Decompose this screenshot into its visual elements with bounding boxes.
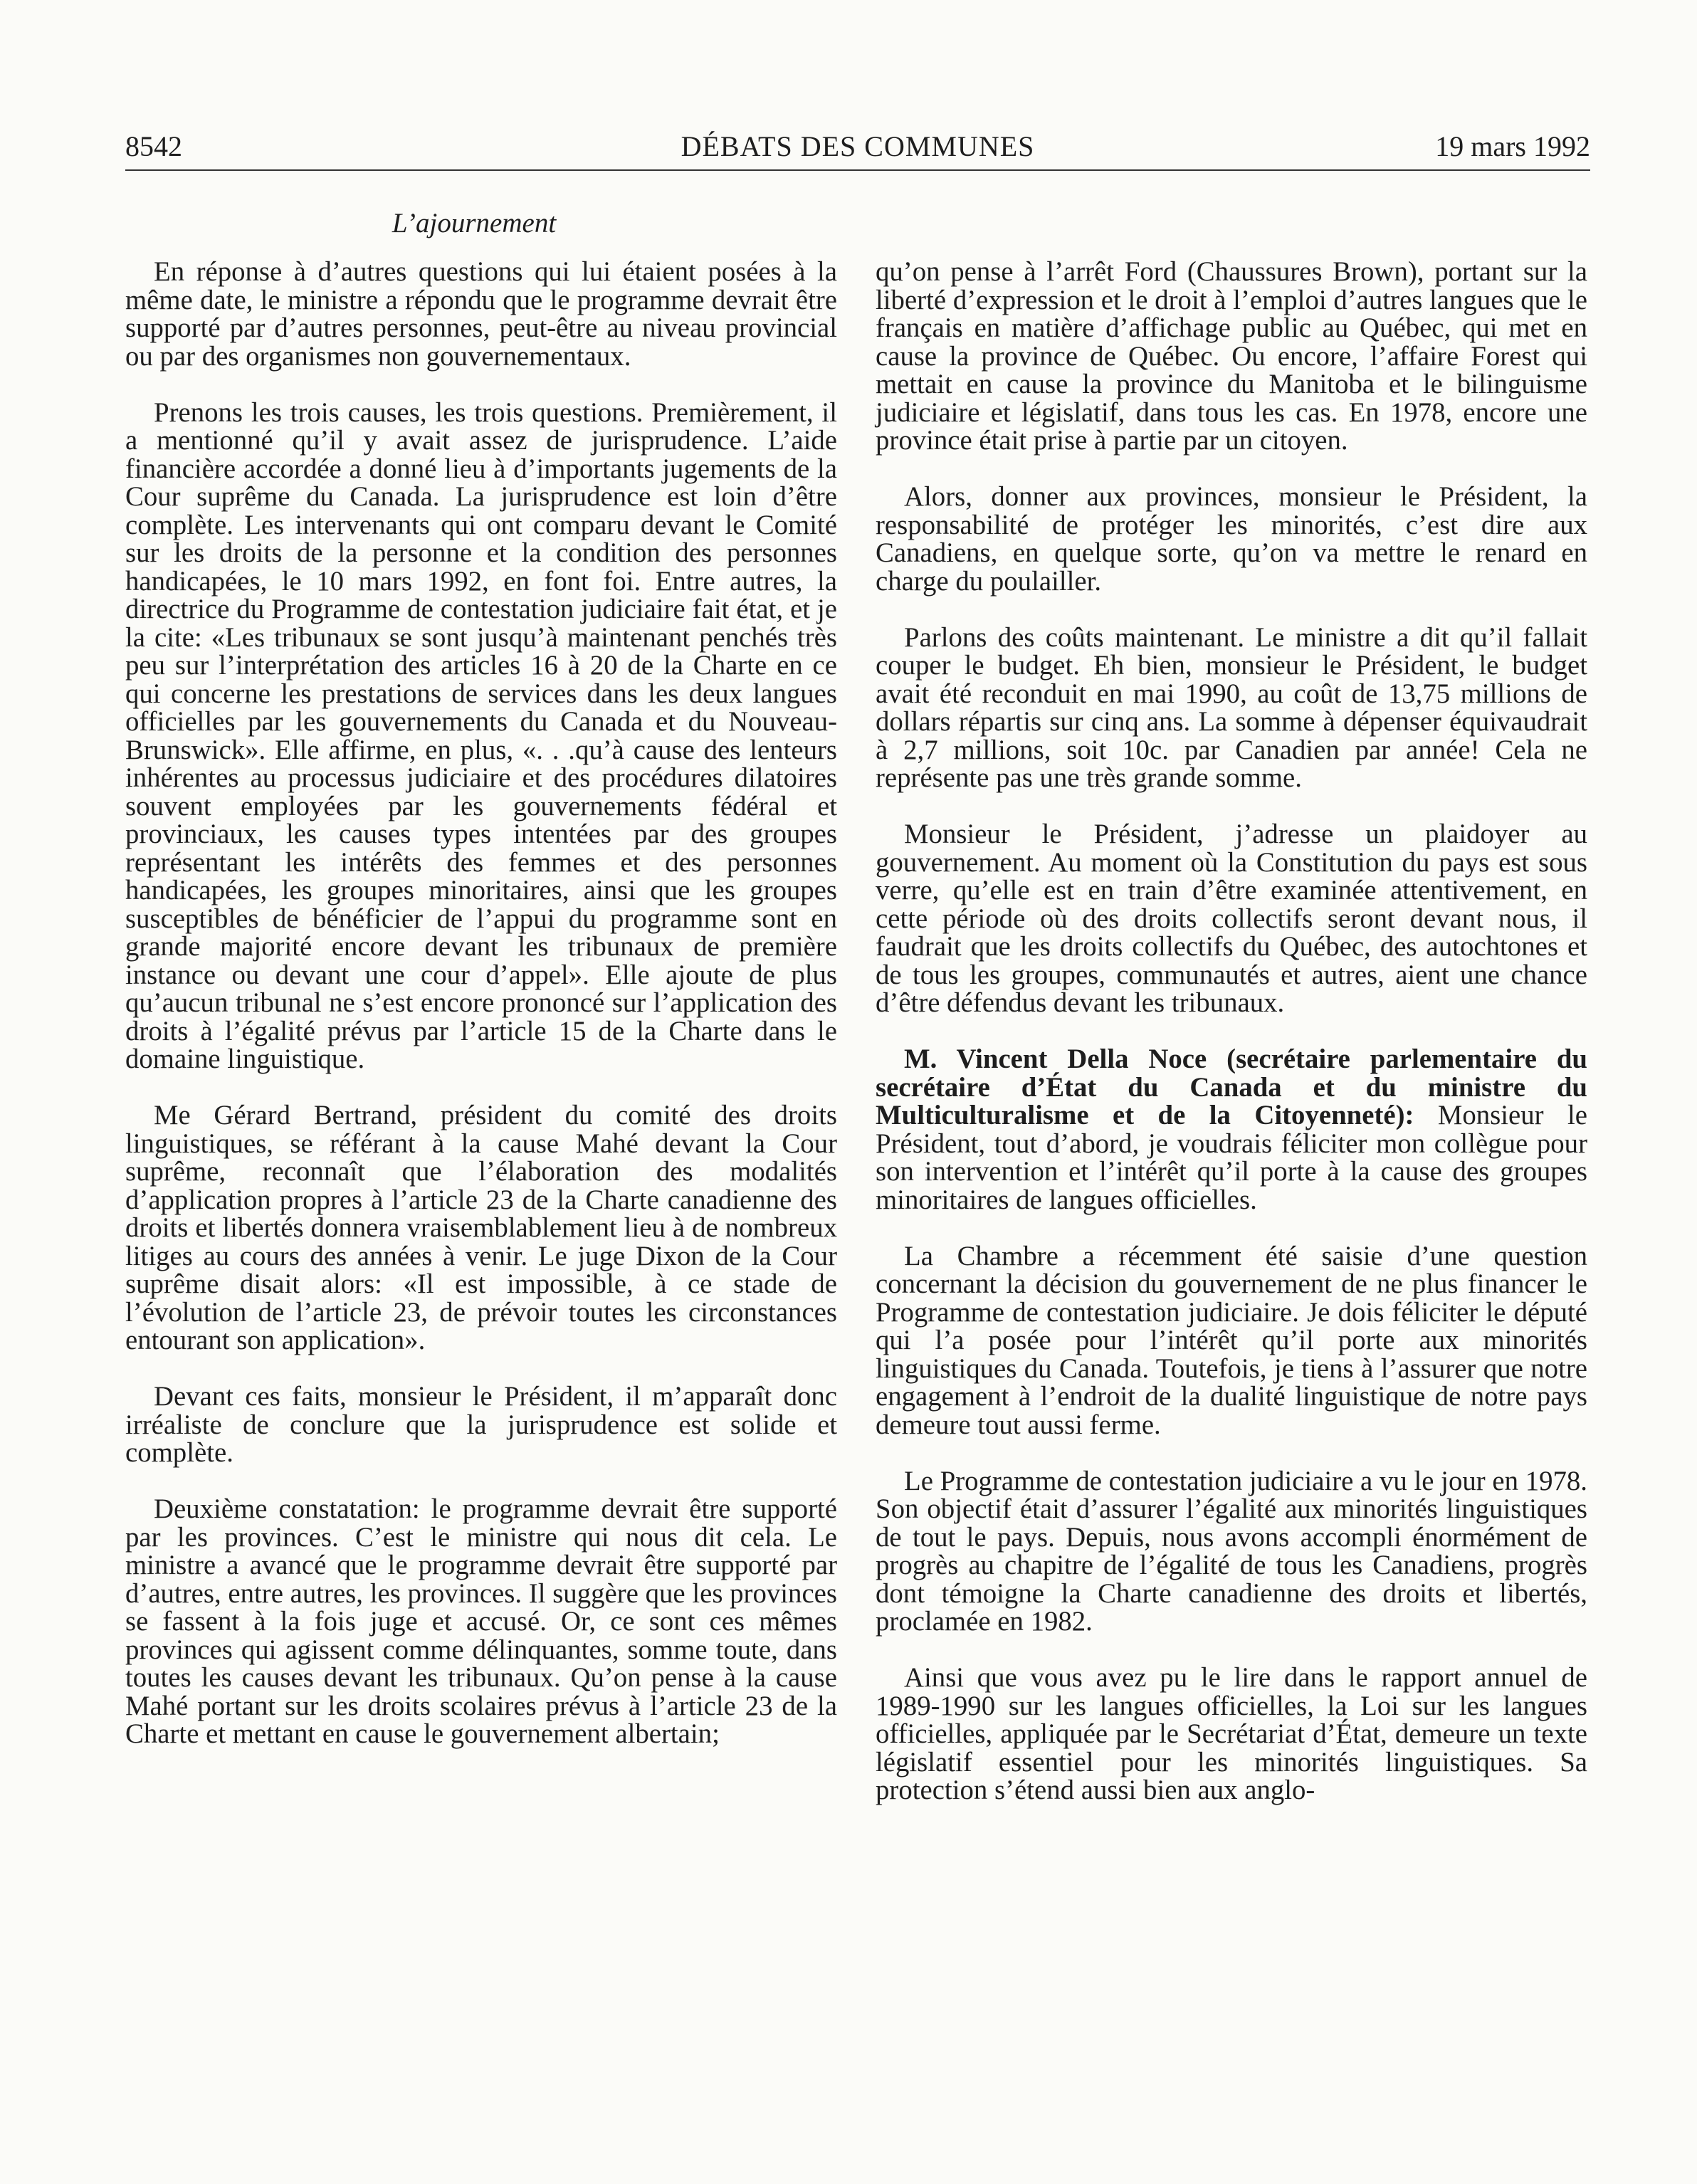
paragraph: Monsieur le Président, j’adresse un plaidoyer au gouvernement. Au moment où la Constitution du pays est sous verre, qu’elle est en train d’être examinée attentivement, en cette période où des droits collectifs seront devant nous, il faudrait que les droits collectifs du Québec, des autochtones et de tous les groupes, communautés et autres, aient une chance d’être défendus devant les tribunaux. xyxy=(876,819,1587,1018)
paragraph: La Chambre a récemment été saisie d’une question concernant la décision du gouvernement de ne plus financer le Programme de contestation judiciaire. Je dois féliciter le député qui l’a posée pour l’intérêt qu’il porte aux minorités linguistiques du Canada. Toutefois, je tiens à l’assurer que notre engagement à l’endroit de la dualité linguistique de notre pays demeure tout aussi ferme. xyxy=(876,1240,1587,1440)
paragraph: Me Gérard Bertrand, président du comité des droits linguistiques, se référant à la cause Mahé devant la Cour suprême, reconnaît que l’élaboration des modalités d’application propres à l’article 23 de la Charte canadienne des droits et libertés donnera vraisemblablement lieu à de nombreux litiges au cours des années à venir. Le juge Dixon de la Cour suprême disait alors: «Il est impossible, à ce stade de l’évolution de l’article 23, de prévoir toutes les circonstances entourant son application». xyxy=(125,1100,837,1355)
paragraph: Devant ces faits, monsieur le Président, il m’apparaît donc irréaliste de conclure que la jurisprudence est solide et complète. xyxy=(125,1381,837,1468)
page-header xyxy=(125,127,1590,171)
paragraph: Prenons les trois causes, les trois questions. Premièrement, il a mentionné qu’il y avait assez de jurisprudence. L’aide financière accordée a donné lieu à d’importants jugements de la Cour suprême du Canada. La jurisprudence est loin d’être complète. Les intervenants qui ont comparu devant le Comité sur les droits de la personne et la condition des personnes handicapées, le 10 mars 1992, en font foi. Entre autres, la directrice du Programme de contestation judiciaire fait état, et je la cite: «Les tribunaux se sont jusqu’à maintenant penchés très peu sur l’interprétation des articles 16 à 20 de la Charte en ce qui concerne les prestations de services dans les deux langues officielles par les gouvernements du Canada et du Nouveau-Brunswick». Elle affirme, en plus, «. . .qu’à cause des lenteurs inhérentes au processus judiciaire et des procédures dilatoires souvent employées par les gouvernements fédéral et provinciaux, les causes types intentées par des groupes représentant les intérêts des femmes et des personnes handicapées, les groupes minoritaires, ainsi que les groupes susceptibles de bénéficier de l’appui du programme sont en grande majorité encore devant les tribunaux de première instance ou devant une cour d’appel». Elle ajoute de plus qu’aucun tribunal ne s’est encore prononcé sur l’application des droits à l’égalité prévus par l’article 15 de la Charte dans le domaine linguistique. xyxy=(125,397,837,1074)
paragraph: Ainsi que vous avez pu le lire dans le rapport annuel de 1989-1990 sur les langues officielles, la Loi sur les langues officielles, appliquée par le Secrétariat d’État, demeure un texte législatif essentiel pour les minorités linguistiques. Sa protection s’étend aussi bien aux anglo- xyxy=(876,1662,1587,1805)
paragraph: Alors, donner aux provinces, monsieur le Président, la responsabilité de protéger les minorités, c’est dire aux Canadiens, en quelque sorte, qu’on va mettre le renard en charge du poulailler. xyxy=(876,481,1587,597)
page-number: 8542 xyxy=(125,130,182,162)
paragraph: En réponse à d’autres questions qui lui étaient posées à la même date, le ministre a répondu que le programme devrait être supporté par d’autres personnes, peut-être au niveau provincial ou par des organismes non gouvernementaux. xyxy=(125,256,837,372)
speaker-name: M. Vincent Della Noce (secrétaire parlementaire du secrétaire d’État du Canada et du ministre du Multiculturalisme et de la Citoyenneté): xyxy=(876,1044,1587,1130)
speaker-paragraph xyxy=(876,1045,1587,1214)
speaker-text: Monsieur le Président, tout d’abord, je voudrais féliciter mon collègue pour son intervention et l’intérêt qu’il porte à la cause des groupes minoritaires de langues officielles. xyxy=(876,1100,1587,1215)
paragraph: Le Programme de contestation judiciaire a vu le jour en 1978. Son objectif était d’assurer l’égalité aux minorités linguistiques de tout le pays. Depuis, nous avons accompli énormément de progrès au chapitre de l’égalité de tous les Canadiens, progrès dont témoigne la Charte canadienne des droits et libertés, proclamée en 1982. xyxy=(876,1465,1587,1637)
right-column xyxy=(876,258,1587,1832)
section-title: L’ajournement xyxy=(392,208,557,238)
publication-title: DÉBATS DES COMMUNES xyxy=(681,130,1035,162)
left-column xyxy=(125,258,837,1776)
publication-date: 19 mars 1992 xyxy=(1435,130,1590,162)
paragraph-continuation: qu’on pense à l’arrêt Ford (Chaussures Brown), portant sur la liberté d’expression et le droit à l’emploi d’autres langues que le français en matière d’affichage public au Québec, qui met en cause la province de Québec. Ou encore, l’affaire Forest qui mettait en cause la province du Manitoba et le bilinguisme judiciaire et législatif, dans tous les cas. En 1978, encore une province était prise à partie par un citoyen. xyxy=(876,256,1587,456)
paragraph: Deuxième constatation: le programme devrait être supporté par les provinces. C’est le ministre qui nous dit cela. Le ministre a avancé que le programme devrait être supporté par d’autres, entre autres, les provinces. Il suggère que les provinces se fassent à la fois juge et accusé. Or, ce sont ces mêmes provinces qui agissent comme délinquantes, somme toute, dans toutes les causes devant les tribunaux. Qu’on pense à la cause Mahé portant sur les droits scolaires prévus à l’article 23 de la Charte et mettant en cause le gouvernement albertain; xyxy=(125,1493,837,1749)
paragraph: Parlons des coûts maintenant. Le ministre a dit qu’il fallait couper le budget. Eh bien, monsieur le Président, le budget avait été reconduit en mai 1990, au coût de 13,75 millions de dollars répartis sur cinq ans. La somme à dépenser équivaudrait à 2,7 millions, soit 10c. par Canadien par année! Cela ne représente pas une très grande somme. xyxy=(876,621,1587,793)
